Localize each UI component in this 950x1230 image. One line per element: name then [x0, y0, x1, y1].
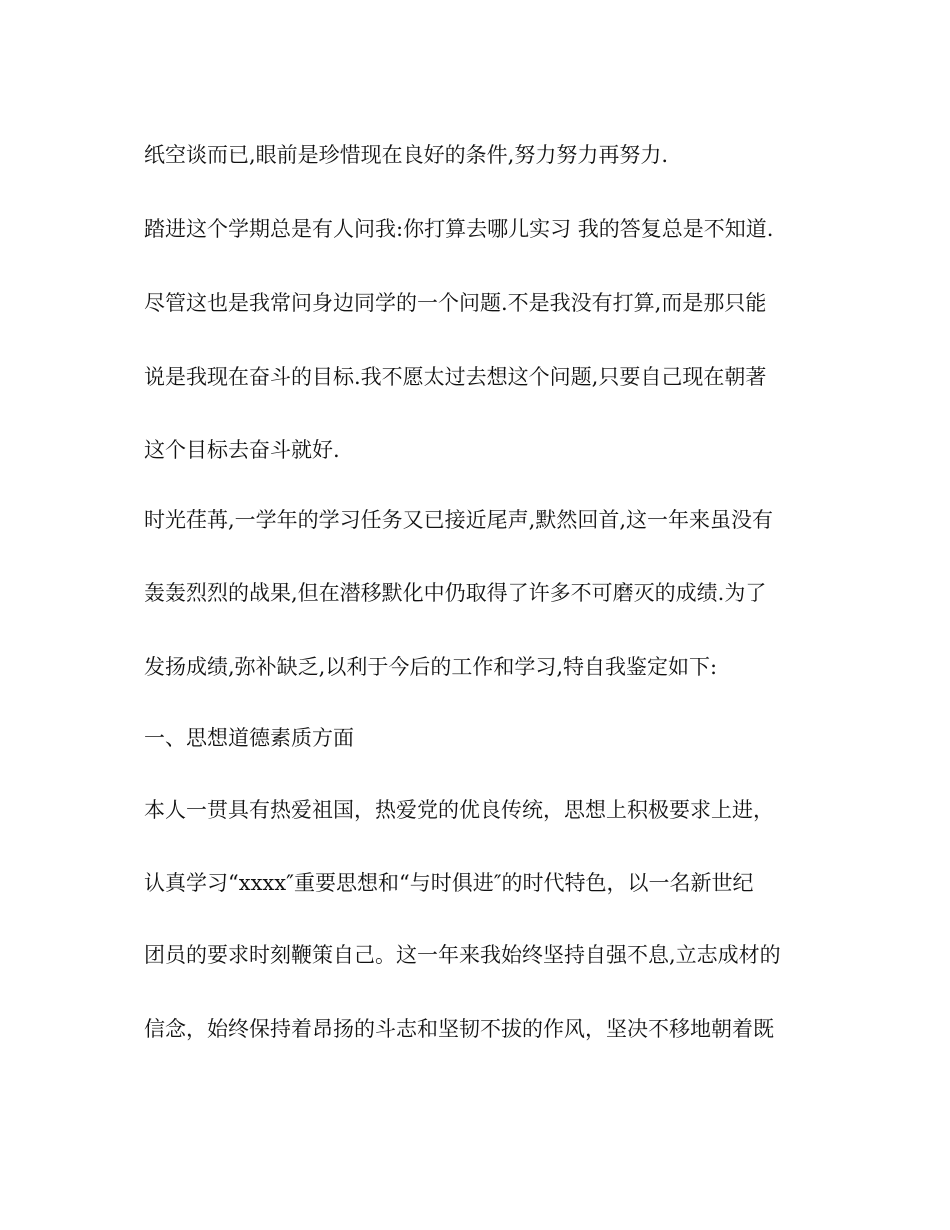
text-line: 团员的要求时刻鞭策自己。这一年来我始终坚持自强不息,立志成材的: [144, 943, 781, 967]
text-line: 轰轰烈烈的战果,但在潜移默化中仍取得了许多不可磨灭的成绩.为了: [144, 581, 767, 605]
text-line: 纸空谈而已,眼前是珍惜现在良好的条件,努力努力再努力.: [144, 143, 669, 167]
text-line: 发扬成绩,弥补缺乏,以利于今后的工作和学习,特自我鉴定如下:: [144, 655, 718, 679]
text-line: 本人一贯具有热爱祖国，热爱党的优良传统，思想上积极要求上进，: [144, 798, 774, 822]
text-line: 踏进这个学期总是有人问我:你打算去哪儿实习 我的答复总是不知道.: [144, 217, 774, 241]
section-heading: 一、思想道德素质方面: [144, 726, 354, 750]
text-line: 时光荏苒,一学年的学习任务又已接近尾声,默然回首,这一年来虽没有: [144, 508, 774, 532]
text-line: 信念，始终保持着昂扬的斗志和坚韧不拔的作风，坚决不移地朝着既: [144, 1017, 774, 1041]
text-line: 这个目标去奋斗就好.: [144, 438, 340, 462]
text-line: 说是我现在奋斗的目标.我不愿太过去想这个问题,只要自己现在朝著: [144, 365, 767, 389]
text-line: 尽管这也是我常问身边同学的一个问题.不是我没有打算,而是那只能: [144, 291, 767, 315]
text-line: 认真学习“xxxx″重要思想和“与时俱进″的时代特色，以一名新世纪: [144, 871, 754, 895]
